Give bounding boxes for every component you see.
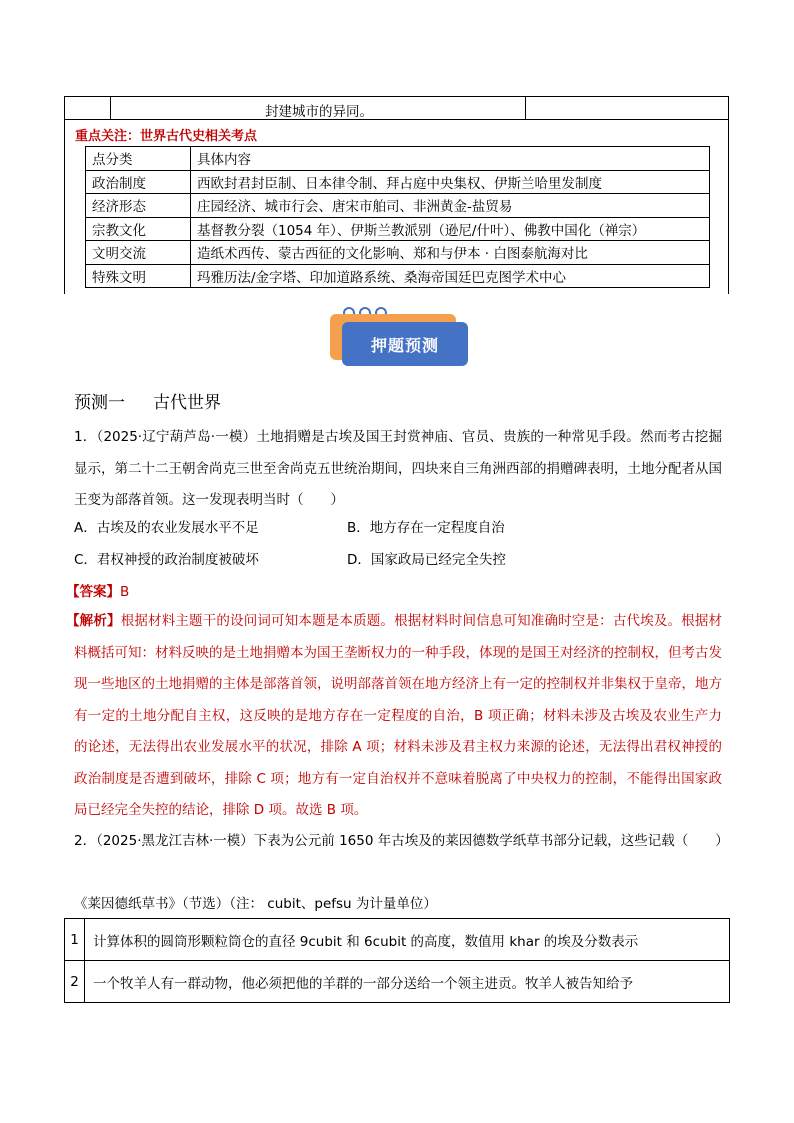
section-name: 古代世界 xyxy=(153,393,221,413)
table-cell: 计算体积的圆筒形颗粒筒仓的直径 9cubit 和 6cubit 的高度，数值用 khar 的埃及分数表示 xyxy=(85,919,730,961)
top-row-text: 封建城市的异同。 xyxy=(265,104,373,120)
header-cell: 点分类 xyxy=(86,147,191,171)
table-row xyxy=(86,170,710,194)
option-c: C．君权神授的政治制度被破坏 xyxy=(74,551,259,568)
analysis-label: 【解析】 xyxy=(66,613,121,629)
header-cell: 具体内容 xyxy=(191,147,710,171)
row-number: 1 xyxy=(65,919,85,961)
section-number: 预测一 xyxy=(74,393,125,413)
table-cell: 特殊文明 xyxy=(86,264,191,288)
table-cell: 西欧封君封臣制、日本律令制、拜占庭中央集权、伊斯兰哈里发制度 xyxy=(191,170,710,194)
question-1-stem: 1．（2025·辽宁葫芦岛·一模）土地捐赠是古埃及国王封赏神庙、官员、贵族的一种常见手段。然而考古挖掘显示，第二十二王朝舍尚克三世至舍尚克五世统治期间，四块来自三角洲西部的捐赠碑表明，土地分配者从国王变为部落首领。这一发现表明当时（ ） xyxy=(74,429,722,508)
answer-line xyxy=(66,580,129,600)
table-cell: 庄园经济、城市行会、唐宋市舶司、非洲黄金-盐贸易 xyxy=(191,194,710,218)
answer-value: B xyxy=(120,584,130,600)
table-row xyxy=(86,241,710,265)
table-row xyxy=(65,919,730,961)
table-row xyxy=(65,961,730,1003)
option-d: D．国家政局已经完全失控 xyxy=(347,551,506,568)
focus-title: 重点关注：世界古代史相关考点 xyxy=(75,129,258,144)
question-2-stem: 2．（2025·黑龙江吉林·一模）下表为公元前 1650 年古埃及的莱因德数学纸草书部分记载，这些记载（ ） xyxy=(74,833,729,849)
question-1-options xyxy=(74,512,722,575)
table-cell: 文明交流 xyxy=(86,241,191,265)
table-row xyxy=(86,264,710,288)
answer-label: 【答案】 xyxy=(66,584,120,600)
section-banner xyxy=(330,300,470,370)
row-number: 2 xyxy=(65,961,85,1003)
banner-label: 押题预测 xyxy=(342,322,468,366)
analysis-block xyxy=(66,606,723,827)
table-cell: 宗教文化 xyxy=(86,217,191,241)
question-2-note: 《莱因德纸草书》（节选）（注： cubit、pefsu 为计量单位） xyxy=(74,896,437,912)
table-cell: 玛雅历法/金字塔、印加道路系统、桑海帝国廷巴克图学术中心 xyxy=(191,264,710,288)
papyrus-table xyxy=(64,918,730,1003)
table-row xyxy=(86,194,710,218)
table-header-row xyxy=(86,147,710,171)
table-cell: 造纸术西传、蒙古西征的文化影响、郑和与伊本 · 白图泰航海对比 xyxy=(191,241,710,265)
top-table xyxy=(64,96,729,294)
column-divider xyxy=(525,97,526,120)
option-b: B．地方存在一定程度自治 xyxy=(347,520,505,536)
focus-table xyxy=(85,146,710,288)
top-table-row xyxy=(65,96,728,120)
column-divider xyxy=(110,97,111,120)
option-a: A．古埃及的农业发展水平不足 xyxy=(74,520,259,536)
analysis-text: 根据材料主题干的设问词可知本题是本质题。根据材料时间信息可知准确时空是：古代埃及。根据材料概括可知：材料反映的是土地捐赠本为国王垄断权力的一种手段，体现的是国王对经济的控制权，但考古发现一些地区的土地捐赠的主体是部落首领，说明部落首领在地方经济上有一定的控制权并非集权于皇帝，地方有一定的土地分配自主权，这反映的是地方存在一定程度的自治，B 项正确；材料未涉及古埃及农业生产力的论述，无法得出农业发展水平的状况，排除 A 项；材料未涉及君主权力来源的论述，无法得出君权神授的政治制度是否遭到破坏，排除 C 项；地方有一定自治权并不意味着脱离了中央权力的控制，不能得出国家政局已经完全失控的结论，排除 D 项。故选 B 项。 xyxy=(74,613,723,818)
table-cell: 基督教分裂（1054 年）、伊斯兰教派别（逊尼/什叶）、佛教中国化（禅宗） xyxy=(191,217,710,241)
section-title xyxy=(74,388,221,413)
table-cell: 经济形态 xyxy=(86,194,191,218)
table-cell: 一个牧羊人有一群动物，他必须把他的羊群的一部分送给一个领主进贡。牧羊人被告知给予 xyxy=(85,961,730,1003)
table-row xyxy=(86,217,710,241)
table-cell: 政治制度 xyxy=(86,170,191,194)
